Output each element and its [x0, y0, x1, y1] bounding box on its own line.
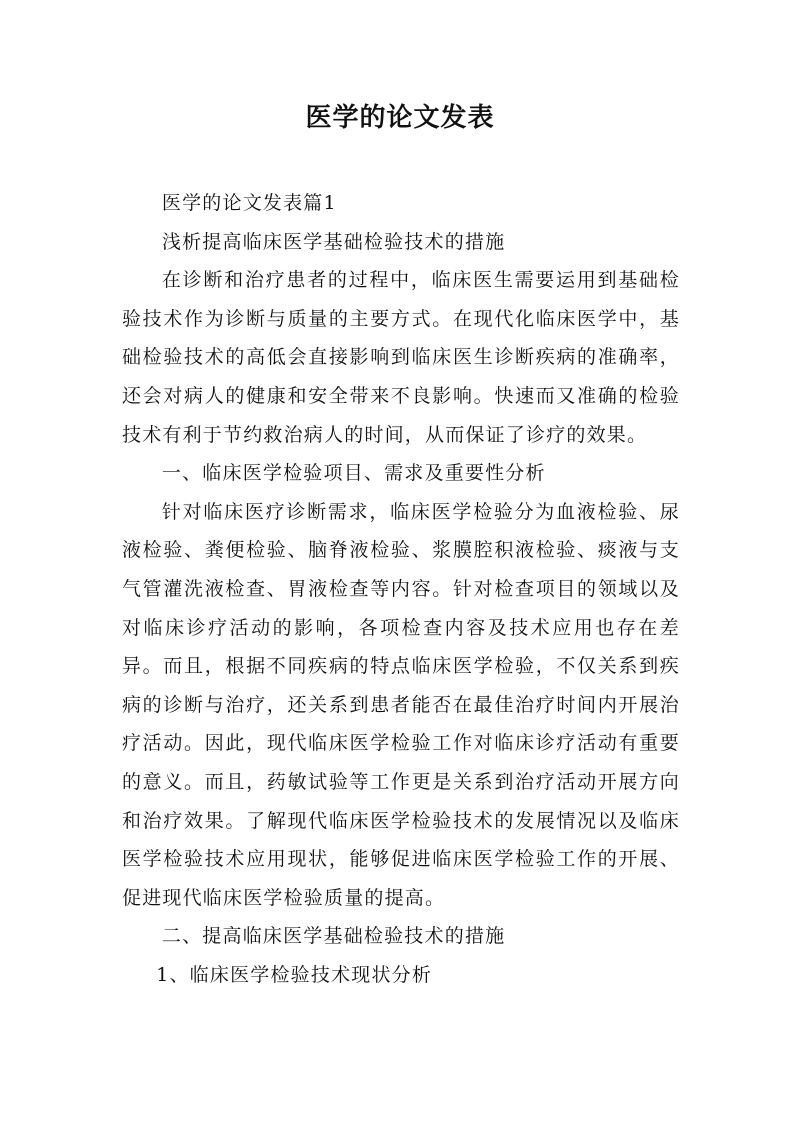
section-heading-1: 一、临床医学检验项目、需求及重要性分析 [161, 462, 546, 485]
section-heading-2: 二、提高临床医学基础检验技术的措施 [161, 925, 506, 948]
subsection-heading-2-1: 1、临床医学检验技术现状分析 [156, 963, 433, 986]
document-title: 医学的论文发表 [305, 103, 495, 133]
body-paragraph-intro: 在诊断和治疗患者的过程中，临床医生需要运用到基础检验技术作为诊断与质量的主要方式。在现代化临床医学中，基础检验技术的高低会直接影响到临床医生诊断疾病的准确率，还会对病人的健康和安全带来不良影响。快速而又准确的检验技术有利于节约救治病人的时间，从而保证了诊疗的效果。 [122, 269, 680, 446]
article-subtitle: 浅析提高临床医学基础检验技术的措施 [161, 230, 506, 253]
body-paragraph-section-1: 针对临床医疗诊断需求，临床医学检验分为血液检验、尿液检验、粪便检验、脑脊液检验、浆膜腔积液检验、痰液与支气管灌洗液检查、胃液检查等内容。针对检查项目的领域以及对临床诊疗活动的影响，各项检查内容及技术应用也存在差异。而且，根据不同疾病的特点临床医学检验，不仅关系到疾病的诊断与治疗，还关系到患者能否在最佳治疗时间内开展治疗活动。因此，现代临床医学检验工作对临床诊疗活动有重要的意义。而且，药敏试验等工作更是关系到治疗活动开展方向和治疗效果。了解现代临床医学检验技术的发展情况以及临床医学检验技术应用现状，能够促进临床医学检验工作的开展、促进现代临床医学检验质量的提高。 [122, 500, 680, 909]
section-heading-article: 医学的论文发表篇1 [161, 192, 337, 214]
document-body [122, 184, 680, 994]
